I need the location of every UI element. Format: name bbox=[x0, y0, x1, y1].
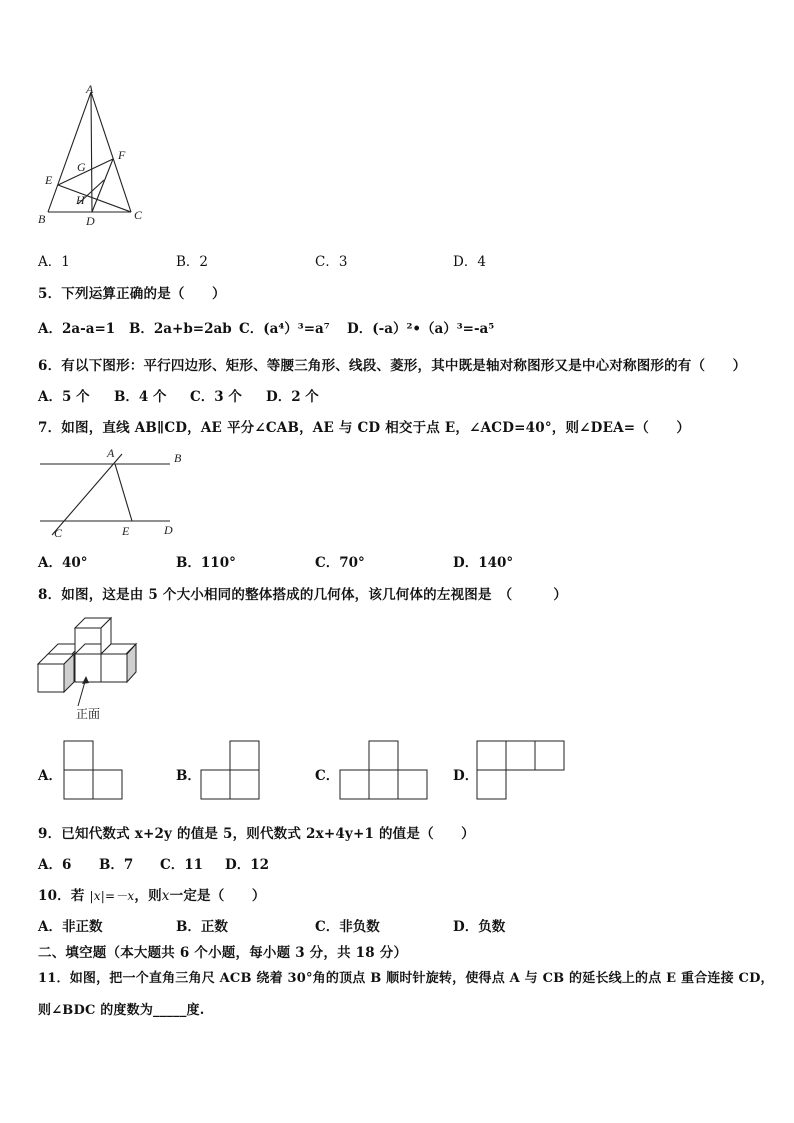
q10-stem bbox=[38, 884, 266, 904]
q5-option-d[interactable]: D．(-a）²•（a）³=-a⁵ bbox=[347, 321, 495, 337]
q6-stem: 6．有以下图形：平行四边形、矩形、等腰三角形、线段、菱形，其中既是轴对称图形又是中心对称图形的有（ ） bbox=[38, 358, 747, 374]
fig7-label-d: D bbox=[164, 523, 173, 537]
q11-stem-line2: 则∠BDC 的度数为_____度. bbox=[38, 1003, 205, 1018]
q10-option-d[interactable]: D．负数 bbox=[453, 919, 506, 935]
q6-options bbox=[0, 385, 794, 403]
q10-stem-suffix: 一定是（ ） bbox=[169, 888, 266, 904]
fig4-label-e: E bbox=[45, 173, 53, 187]
q7-option-a[interactable]: A．40° bbox=[38, 555, 88, 571]
q8-option-b[interactable]: B． bbox=[176, 768, 201, 784]
fig4-label-a: A bbox=[86, 82, 94, 96]
q5-option-b[interactable]: B．2a+b=2ab bbox=[129, 321, 232, 337]
fig4-label-h: H bbox=[76, 193, 85, 207]
q7-options bbox=[0, 551, 794, 569]
q10-stem-middle: ，则 bbox=[134, 888, 162, 904]
q8-option-b-view[interactable] bbox=[200, 740, 262, 802]
q7-stem: 7．如图，直线 AB∥CD，AE 平分∠CAB，AE 与 CD 相交于点 E，∠ACD=40°，则∠DEA=（ ） bbox=[38, 420, 691, 436]
q8-option-c-view[interactable] bbox=[339, 740, 431, 802]
fig4-label-f: F bbox=[118, 148, 126, 162]
q5-stem: 5．下列运算正确的是（ ） bbox=[38, 286, 226, 302]
q4-option-c[interactable]: C．3 bbox=[315, 254, 348, 270]
fig7-label-b: B bbox=[174, 451, 182, 465]
q6-option-d[interactable]: D．2 个 bbox=[266, 389, 319, 405]
q5-option-c[interactable]: C．(a⁴）³=a⁷ bbox=[239, 321, 330, 337]
q8-stem: 8．如图，这是由 5 个大小相同的整体搭成的几何体，该几何体的左视图是 （ ） bbox=[38, 587, 568, 603]
fig4-label-d: D bbox=[86, 214, 95, 228]
q5-options bbox=[0, 317, 794, 335]
q8-option-d-view[interactable] bbox=[476, 740, 568, 802]
q10-stem-equation: |x|=－x bbox=[89, 889, 135, 903]
q4-option-b[interactable]: B．2 bbox=[176, 254, 209, 270]
q10-stem-variable: x bbox=[161, 888, 170, 904]
fig7-label-c: C bbox=[54, 526, 63, 540]
q7-parallel-lines-figure bbox=[34, 440, 184, 540]
q10-option-b[interactable]: B．正数 bbox=[176, 919, 228, 935]
fig7-label-e: E bbox=[122, 524, 130, 538]
section-2-heading: 二、填空题（本大题共 6 个小题，每小题 3 分，共 18 分） bbox=[38, 945, 408, 961]
fig7-label-a: A bbox=[107, 446, 115, 460]
q7-option-c[interactable]: C．70° bbox=[315, 555, 365, 571]
q8-option-a-view[interactable] bbox=[63, 740, 125, 802]
q8-option-c[interactable]: C． bbox=[315, 768, 340, 784]
fig4-label-g: G bbox=[77, 160, 86, 174]
q9-option-b[interactable]: B．7 bbox=[99, 857, 134, 873]
q8-option-d[interactable]: D． bbox=[453, 768, 479, 784]
fig4-label-b: B bbox=[38, 212, 46, 226]
q10-option-a[interactable]: A．非正数 bbox=[38, 919, 103, 935]
q9-option-c[interactable]: C．11 bbox=[160, 857, 204, 873]
q5-option-a[interactable]: A．2a-a=1 bbox=[38, 321, 116, 337]
q10-option-c[interactable]: C．非负数 bbox=[315, 919, 380, 935]
q6-option-b[interactable]: B．4 个 bbox=[114, 389, 167, 405]
q4-option-a[interactable]: A．1 bbox=[38, 254, 70, 270]
q6-option-a[interactable]: A．5 个 bbox=[38, 389, 90, 405]
q9-option-d[interactable]: D．12 bbox=[225, 857, 269, 873]
q8-front-label: 正面 bbox=[76, 707, 101, 721]
q9-option-a[interactable]: A．6 bbox=[38, 857, 72, 873]
q9-stem: 9．已知代数式 x+2y 的值是 5，则代数式 2x+4y+1 的值是（ ） bbox=[38, 826, 475, 842]
q9-options bbox=[0, 853, 794, 871]
q7-option-d[interactable]: D．140° bbox=[453, 555, 514, 571]
q11-stem-line1: 11．如图，把一个直角三角尺 ACB 绕着 30°角的顶点 B 顺时针旋转，使得点 A 与 CB 的延长线上的点 E 重合连接 CD， bbox=[38, 971, 774, 986]
q10-options bbox=[0, 915, 794, 933]
q4-option-d[interactable]: D．4 bbox=[453, 254, 486, 270]
q8-option-a[interactable]: A． bbox=[38, 768, 62, 784]
q4-triangle-figure bbox=[34, 82, 150, 232]
q10-stem-prefix: 10．若 bbox=[38, 888, 85, 904]
fig4-label-c: C bbox=[134, 208, 143, 222]
q4-options bbox=[0, 250, 794, 268]
q6-option-c[interactable]: C．3 个 bbox=[190, 389, 242, 405]
q7-option-b[interactable]: B．110° bbox=[176, 555, 236, 571]
